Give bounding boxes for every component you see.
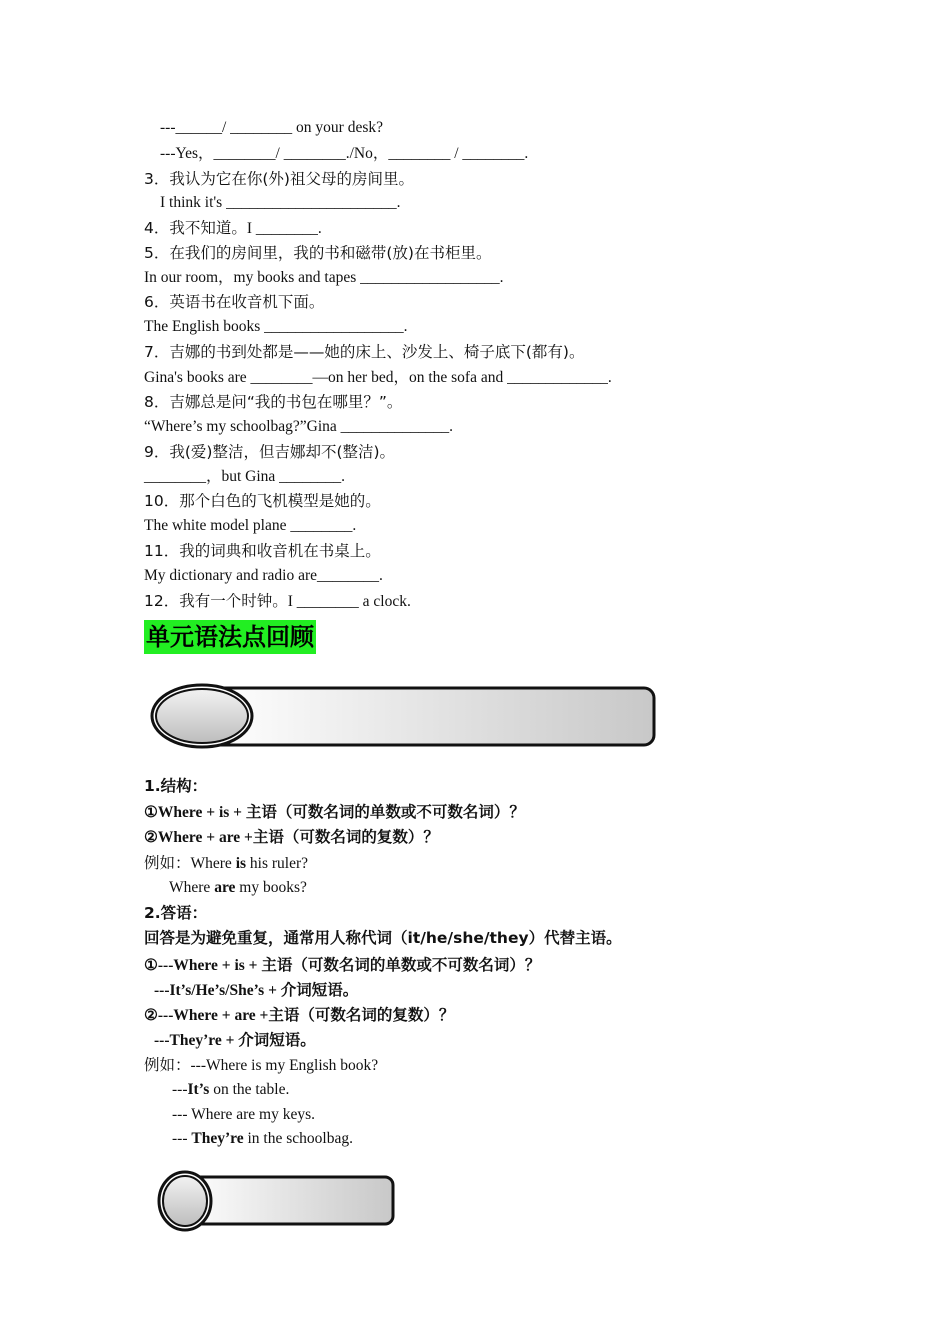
exercise-q10-english: The white model plane ________. [144, 517, 357, 534]
exercise-q3-chinese: 3．我认为它在你(外)祖父母的房间里。 [144, 170, 414, 188]
exercise-q6-chinese: 6．英语书在收音机下面。 [144, 293, 325, 311]
exercise-q8-chinese: 8．吉娜总是问“我的书包在哪里？”。 [144, 393, 403, 411]
answer-question-singular: ①---Where + is + 主语（可数名词的单数或不可数名词）？ [144, 956, 541, 974]
structure-singular: ①Where + is + 主语（可数名词的单数或不可数名词）？ [144, 803, 525, 821]
exercise-q2-line2: ---______/ ________ on your desk? [160, 119, 383, 136]
answer-reply-plural: ---They’re + 介词短语。 [154, 1031, 316, 1049]
exercise-q7-chinese: 7．吉娜的书到处都是——她的床上、沙发上、椅子底下(都有)。 [144, 343, 585, 361]
section-title: 单元语法点回顾 [144, 620, 316, 654]
exercise-q5-english: In our room，my books and tapes __________________. [144, 269, 504, 286]
exercise-q2-line3: ---Yes，________/ ________./No，________ / ________. [160, 145, 529, 162]
exercise-q11-english: My dictionary and radio are________. [144, 567, 383, 584]
answer-note: 回答是为避免重复，通常用人称代词（it/he/she/they）代替主语。 [144, 929, 622, 947]
exercise-q5-chinese: 5．在我们的房间里，我的书和磁带(放)在书柜里。 [144, 244, 492, 262]
structure-plural: ②Where + are +主语（可数名词的复数）？ [144, 828, 439, 846]
exercise-q6-english: The English books __________________. [144, 318, 408, 335]
answer-reply-singular: ---It’s/He’s/She’s + 介词短语。 [154, 981, 359, 999]
example-dialog-question-2: --- Where are my keys. [172, 1106, 316, 1123]
exercise-q4: 4．我不知道。I ________. [144, 219, 322, 237]
example-dialog-answer-1: ---It’s on the table. [172, 1081, 290, 1098]
exercise-q10-chinese: 10．那个白色的飞机模型是她的。 [144, 492, 381, 510]
grammar-heading-answer: 2.答语： [144, 904, 208, 922]
decorative-banner-large [150, 680, 660, 752]
example-singular: 例如：Where is his ruler? [144, 854, 309, 872]
exercise-q9-chinese: 9．我(爱)整洁，但吉娜却不(整洁)。 [144, 443, 396, 461]
decorative-banner-small [157, 1168, 399, 1232]
exercise-q12: 12．我有一个时钟。I ________ a clock. [144, 592, 411, 610]
exercise-q8-english: “Where’s my schoolbag?”Gina ______________. [144, 418, 454, 435]
example-plural: Where are my books? [169, 879, 307, 896]
exercise-q9-english: ________，but Gina ________. [144, 468, 346, 485]
example-dialog-question-1: 例如：---Where is my English book? [144, 1056, 379, 1074]
grammar-heading-structure: 1.结构： [144, 777, 208, 795]
exercise-q3-english: I think it's ______________________. [160, 194, 401, 211]
answer-question-plural: ②---Where + are +主语（可数名词的复数）？ [144, 1006, 455, 1024]
exercise-q7-english: Gina's books are ________—on her bed，on the sofa and _____________. [144, 369, 612, 386]
exercise-q11-chinese: 11．我的词典和收音机在书桌上。 [144, 542, 381, 560]
example-dialog-answer-2: --- They’re in the schoolbag. [172, 1130, 353, 1147]
